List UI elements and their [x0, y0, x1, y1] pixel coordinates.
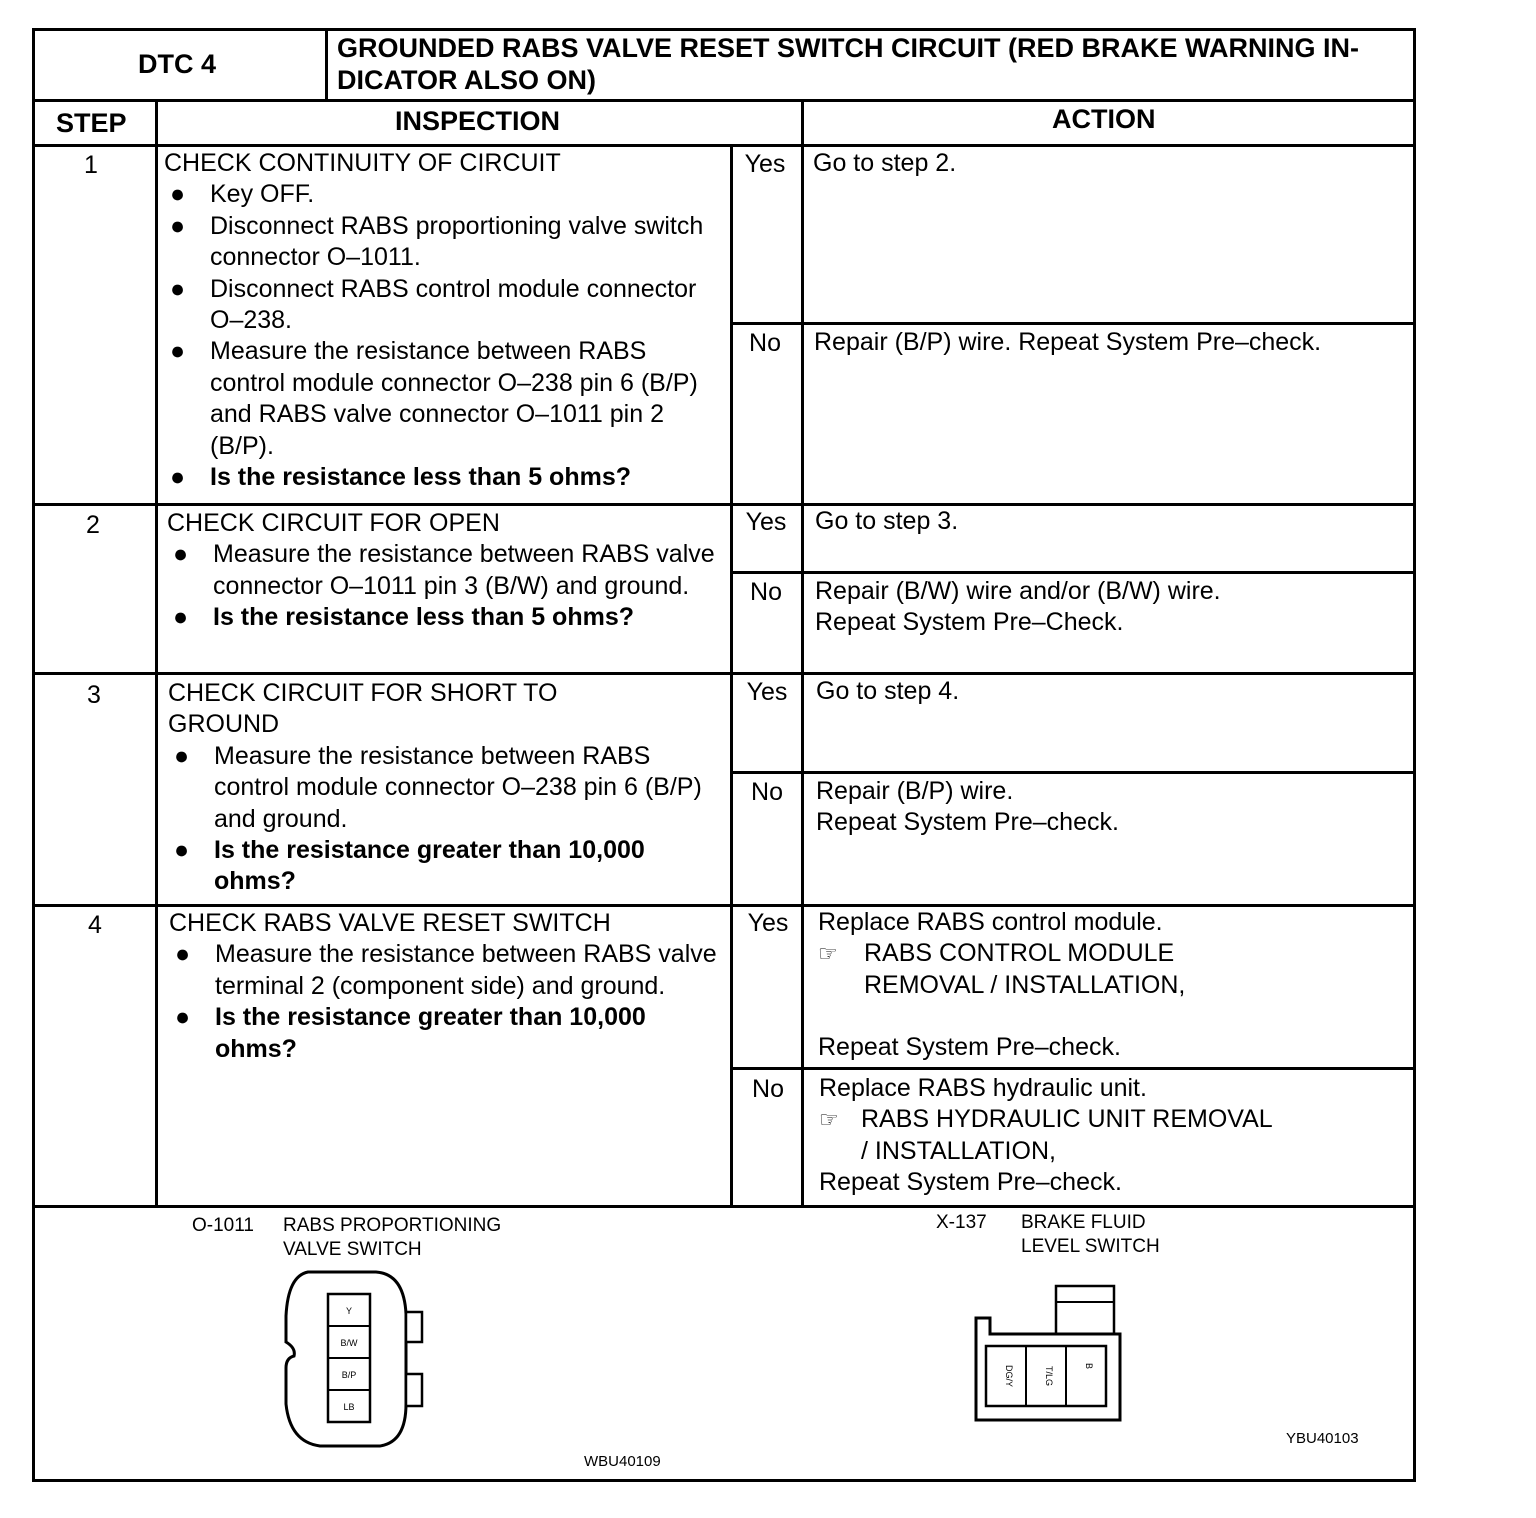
bullet-question [164, 462, 724, 493]
step2-inspection [167, 508, 727, 634]
dtc-title [337, 32, 1407, 96]
reference-link[interactable] [819, 1104, 1409, 1167]
left-figure-id: WBU40109 [584, 1453, 661, 1470]
bullet-text: Measure the resistance between RABS valve terminal 2 (component side) and ground. [215, 940, 717, 1000]
name-line: LEVEL SWITCH [1021, 1236, 1160, 1257]
pin-label: Y [345, 1306, 353, 1316]
no-label: No [749, 329, 781, 357]
rule-step4-yesno [730, 1067, 1416, 1070]
right-connector-code: X-137 [936, 1212, 987, 1233]
rule-step1-yesno [730, 322, 1416, 325]
bullet-text: Measure the resistance between RABS valve connector O–1011 pin 3 (B/W) and ground. [213, 540, 715, 600]
no-action [816, 776, 1119, 839]
step-number: 1 [84, 151, 98, 179]
reference-line: REMOVAL / INSTALLATION, [864, 970, 1186, 999]
right-figure-id: YBU40103 [1286, 1430, 1359, 1447]
rule-step4-bottom [32, 1205, 1416, 1208]
reference-line: RABS CONTROL MODULE [864, 939, 1175, 968]
step1-inspection [164, 148, 724, 493]
bullet-icon: ● [174, 741, 190, 770]
reference-line: / INSTALLATION, [861, 1136, 1056, 1165]
bullet-text: Measure the resistance between RABS control module connector O–238 pin 6 (B/P) and ground. [214, 741, 702, 833]
bullet-text: Disconnect RABS control module connector O–238. [210, 274, 697, 335]
bullet-item [168, 741, 728, 835]
no-action-line: Replace RABS hydraulic unit. [819, 1074, 1147, 1102]
no-action: Repair (B/P) wire. Repeat System Pre–check. [814, 328, 1322, 356]
rule-columns-bottom [32, 144, 1416, 147]
no-action [819, 1073, 1409, 1199]
bullet-icon: ● [170, 337, 186, 366]
bullet-question [169, 1002, 729, 1065]
yes-action: Go to step 4. [816, 677, 960, 705]
question-text: Is the resistance less than 5 ohms? [210, 463, 631, 492]
bullet-icon: ● [173, 540, 189, 569]
bullet-icon: ● [175, 1003, 191, 1032]
bullet-item [164, 179, 724, 210]
pin-label: T/LG [1044, 1365, 1054, 1387]
question-text: Is the resistance greater than 10,000 ohms? [214, 836, 645, 896]
step-title: CHECK CONTINUITY OF CIRCUIT [164, 149, 561, 177]
bullet-question [168, 835, 728, 898]
pin-label: LB [343, 1402, 355, 1412]
yes-action [818, 907, 1408, 1064]
no-label: No [750, 578, 782, 606]
rule-yesno-col [730, 145, 733, 1206]
no-label: No [751, 778, 783, 806]
bullet-icon: ● [175, 940, 191, 969]
rule-action-col [801, 100, 804, 1206]
pointing-hand-icon: ☞ [819, 1107, 839, 1133]
bullet-text: Disconnect RABS proportioning valve switch connector O–1011. [210, 211, 704, 272]
no-action-line: Repeat System Pre–check. [819, 1168, 1122, 1197]
rule-header-bottom [32, 99, 1416, 102]
rule-step2-yesno [730, 571, 1416, 574]
yes-action-line: Repeat System Pre–check. [818, 1033, 1121, 1062]
no-action-line: Repair (B/P) wire. [816, 777, 1014, 805]
no-action-line: Repeat System Pre–Check. [815, 608, 1124, 637]
step4-inspection [169, 908, 729, 1065]
pointing-hand-icon: ☞ [818, 941, 838, 967]
bullet-item [169, 939, 729, 1002]
step-title: CHECK RABS VALVE RESET SWITCH [169, 909, 611, 937]
bullet-icon: ● [170, 211, 186, 240]
bullet-item [164, 336, 724, 462]
dtc-title-line1: GROUNDED RABS VALVE RESET SWITCH CIRCUIT (RED BRAKE WARNING IN- [337, 33, 1360, 63]
no-action-line: Repair (B/W) wire and/or (B/W) wire. [815, 577, 1221, 605]
step-number: 2 [86, 511, 100, 539]
step-number: 3 [87, 681, 101, 709]
pin-label: DG/Y [1004, 1364, 1014, 1388]
step3-inspection [168, 678, 728, 898]
question-text: Is the resistance less than 5 ohms? [213, 603, 634, 632]
no-action-line: Repeat System Pre–check. [816, 808, 1119, 837]
yes-action-line: Replace RABS control module. [818, 908, 1163, 936]
question-text: Is the resistance greater than 10,000 ohms? [215, 1003, 646, 1063]
pin-label: B/W [340, 1338, 358, 1348]
yes-label: Yes [747, 909, 789, 937]
name-line: BRAKE FLUID [1021, 1212, 1146, 1233]
yes-action: Go to step 2. [813, 149, 957, 177]
right-connector-diagram [970, 1282, 1130, 1428]
right-connector-name [1021, 1211, 1160, 1259]
bullet-question [167, 602, 727, 633]
rule-step3-yesno [730, 771, 1416, 774]
yes-action: Go to step 3. [815, 507, 959, 535]
name-line: VALVE SWITCH [283, 1239, 422, 1260]
step-title-line: GROUND [168, 710, 280, 739]
col-header-step: STEP [56, 108, 127, 138]
pin-label: B [1084, 1362, 1094, 1370]
reference-link[interactable] [818, 938, 1408, 1001]
bullet-icon: ● [174, 836, 190, 865]
dtc-code: DTC 4 [138, 49, 217, 79]
step-title: CHECK CIRCUIT FOR OPEN [167, 509, 500, 537]
step-number: 4 [88, 911, 102, 939]
col-header-inspection: INSPECTION [395, 106, 561, 136]
bullet-icon: ● [170, 274, 186, 303]
no-label: No [752, 1075, 784, 1103]
left-connector-code: O-1011 [192, 1215, 254, 1236]
pin-label: B/P [341, 1370, 357, 1380]
yes-label: Yes [744, 150, 786, 178]
left-connector-diagram [280, 1266, 430, 1452]
bullet-icon: ● [170, 463, 186, 492]
dtc-title-line2: DICATOR ALSO ON) [337, 65, 596, 95]
rule-dtc-divider [325, 28, 328, 100]
rule-step2-bottom [32, 672, 1416, 675]
no-action [815, 576, 1221, 639]
yes-label: Yes [745, 508, 787, 536]
rule-step-col [155, 100, 158, 1206]
left-connector-name [283, 1214, 501, 1262]
rule-step1-bottom [32, 503, 1416, 506]
bullet-text: Key OFF. [210, 180, 315, 209]
bullet-item [164, 211, 724, 274]
step-title-line: CHECK CIRCUIT FOR SHORT TO [168, 679, 558, 707]
bullet-icon: ● [170, 180, 186, 209]
bullet-item [167, 539, 727, 602]
col-header-action: ACTION [1052, 104, 1156, 134]
name-line: RABS PROPORTIONING [283, 1215, 502, 1236]
yes-label: Yes [746, 678, 788, 706]
reference-line: RABS HYDRAULIC UNIT REMOVAL [861, 1105, 1273, 1134]
bullet-icon: ● [173, 603, 189, 632]
bullet-item [164, 274, 724, 337]
bullet-text: Measure the resistance between RABS control module connector O–238 pin 6 (B/P) and RABS valve connector O–1011 pin 2 (B/P). [210, 337, 698, 460]
